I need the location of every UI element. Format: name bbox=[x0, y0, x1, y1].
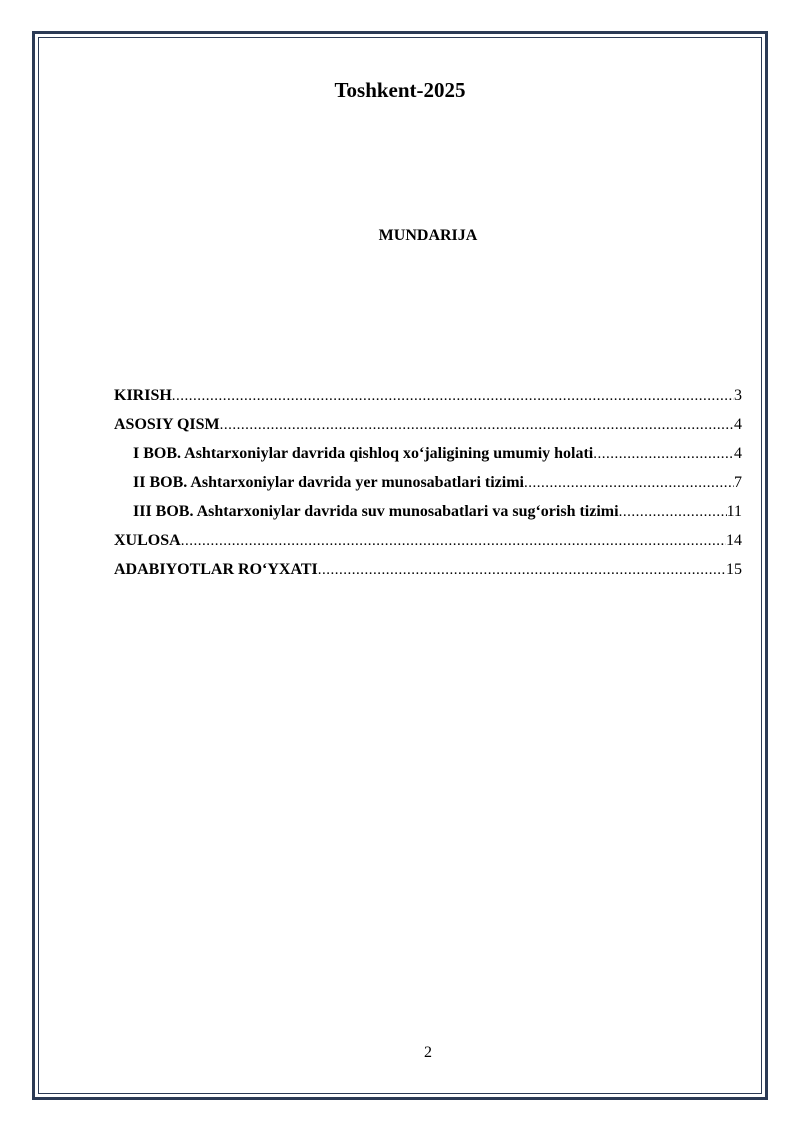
toc-entry-page: 7 bbox=[734, 474, 742, 491]
toc-entry-page: 3 bbox=[734, 387, 742, 404]
toc-title: MUNDARIJA bbox=[378, 227, 478, 244]
toc-dot-leader bbox=[619, 502, 727, 522]
toc-entry-page: 4 bbox=[734, 445, 742, 462]
toc-entry-label: XULOSA bbox=[114, 532, 181, 549]
city-year-heading: Toshkent-2025 bbox=[334, 78, 466, 102]
toc-entry-label: ADABIYOTLAR RO‘YXATI bbox=[114, 561, 318, 578]
toc-entry-label: ASOSIY QISM bbox=[114, 416, 220, 433]
toc-dot-leader bbox=[318, 560, 726, 580]
toc-entry-label: KIRISH bbox=[114, 387, 172, 404]
toc-entry-chapter-2[interactable] bbox=[114, 473, 742, 502]
toc-entry-adabiyotlar[interactable] bbox=[114, 560, 742, 589]
toc-entry-page: 4 bbox=[734, 416, 742, 433]
toc-entry-page: 14 bbox=[726, 532, 742, 549]
table-of-contents bbox=[114, 386, 742, 589]
toc-entry-label: III BOB. Ashtarxoniylar davrida suv munosabatlari va sug‘orish tizimi bbox=[133, 503, 619, 520]
toc-dot-leader bbox=[593, 444, 734, 464]
toc-dot-leader bbox=[181, 531, 726, 551]
toc-entry-label: I BOB. Ashtarxoniylar davrida qishloq xo‘jaligining umumiy holati bbox=[133, 445, 594, 462]
toc-entry-page: 15 bbox=[726, 561, 742, 578]
toc-entry-kirish[interactable] bbox=[114, 386, 742, 415]
toc-entry-asosiy-qism[interactable] bbox=[114, 415, 742, 444]
toc-entry-chapter-3[interactable] bbox=[114, 502, 742, 531]
toc-dot-leader bbox=[524, 473, 734, 493]
toc-entry-page: 11 bbox=[726, 503, 742, 520]
toc-dot-leader bbox=[220, 415, 734, 435]
toc-dot-leader bbox=[172, 386, 734, 406]
toc-entry-label: II BOB. Ashtarxoniylar davrida yer munosabatlari tizimi bbox=[133, 474, 524, 491]
toc-entry-xulosa[interactable] bbox=[114, 531, 742, 560]
page-number: 2 bbox=[424, 1044, 432, 1061]
toc-entry-chapter-1[interactable] bbox=[114, 444, 742, 473]
